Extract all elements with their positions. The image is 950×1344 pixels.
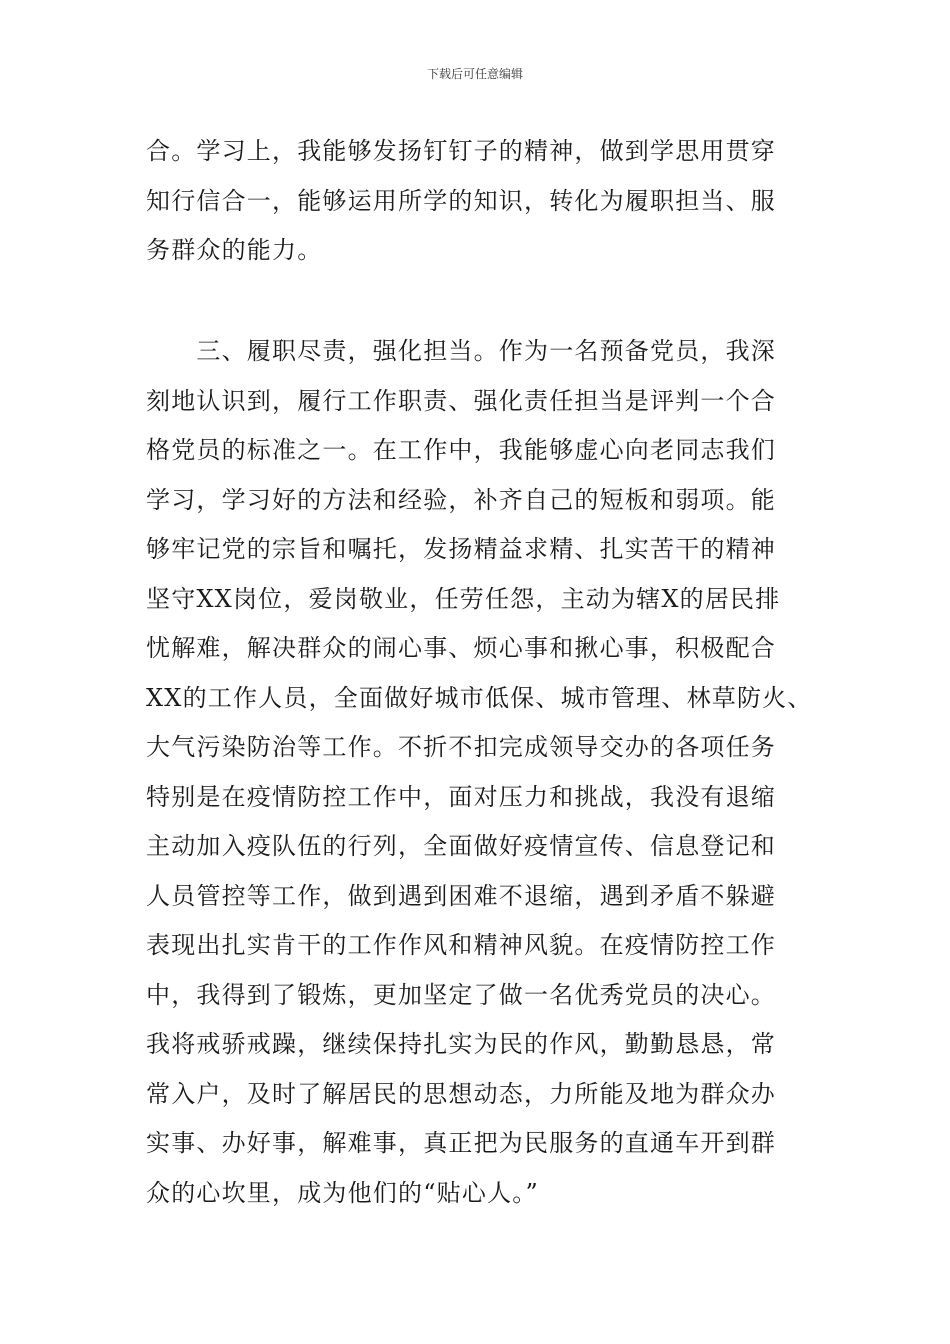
text-line: 合。学习上，我能够发扬钉钉子的精神，做到学思用贯穿 <box>146 137 776 165</box>
paragraph-2 <box>146 327 826 1218</box>
text-line: XX的工作人员，全面做好城市低保、城市管理、林草防火、 <box>146 683 813 712</box>
text-line: 实事、办好事，解难事，真正把为民服务的直通车开到群 <box>146 1129 776 1157</box>
text-line: 人员管控等工作，做到遇到困难不退缩，遇到矛盾不躲避 <box>146 881 776 910</box>
paragraph-1 <box>146 127 826 276</box>
text-line: 忧解难，解决群众的闹心事、烦心事和揪心事，积极配合 <box>146 634 776 662</box>
text-line: 知行信合一，能够运用所学的知识，转化为履职担当、服 <box>146 186 776 215</box>
text-line: 表现出扎实肯干的工作作风和精神风貌。在疫情防控工作 <box>146 931 776 959</box>
text-line: 学习，学习好的方法和经验，补齐自己的短板和弱项。能 <box>146 485 776 514</box>
text-line: 坚守XX岗位，爱岗敬业，任劳任怨，主动为辖X的居民排 <box>146 584 781 613</box>
header-note: 下载后可任意编辑 <box>426 67 523 81</box>
text-line: 务群众的能力。 <box>146 236 323 264</box>
text-line: 特别是在疫情防控工作中，面对压力和挑战，我没有退缩 <box>146 782 776 811</box>
text-line: 中，我得到了锻炼，更加坚定了做一名优秀党员的决心。 <box>146 980 776 1009</box>
text-line: 众的心坎里，成为他们的“贴心人。” <box>146 1178 539 1207</box>
text-line: 我将戒骄戒躁，继续保持扎实为民的作风，勤勤恳恳，常 <box>146 1030 776 1058</box>
text-line: 主动加入疫队伍的行列，全面做好疫情宣传、信息登记和 <box>146 832 776 860</box>
text-line: 三、履职尽责，强化担当。作为一名预备党员，我深 <box>146 337 776 365</box>
text-line: 格党员的标准之一。在工作中，我能够虚心向老同志我们 <box>146 436 776 464</box>
text-line: 大气污染防治等工作。不折不扣完成领导交办的各项任务 <box>146 733 776 761</box>
text-line: 刻地认识到，履行工作职责、强化责任担当是评判一个合 <box>146 386 776 415</box>
text-line: 常入户，及时了解居民的思想动态，力所能及地为群众办 <box>146 1079 776 1108</box>
text-line: 够牢记党的宗旨和嘱托，发扬精益求精、扎实苦干的精神 <box>146 535 776 563</box>
